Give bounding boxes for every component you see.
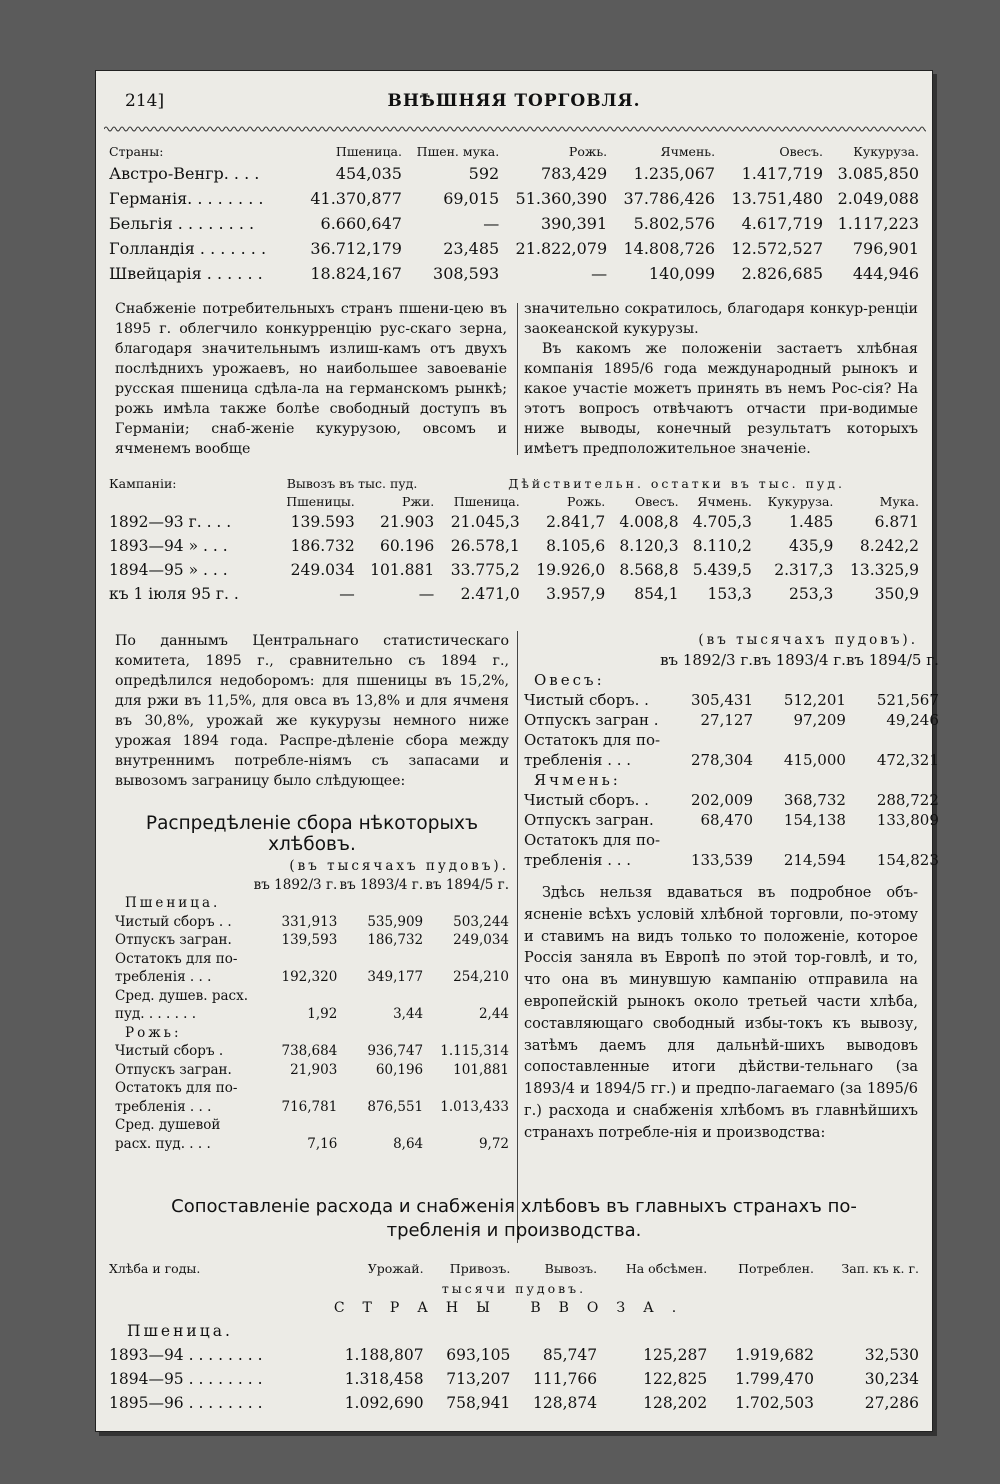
cell: 288,722 [876,790,939,809]
table-row [115,913,509,932]
column-header: Страны: [109,143,164,159]
row-label: Сред. душев. расх. [115,987,248,1004]
cell: 153,3 [707,585,752,603]
table-row [109,186,919,211]
cell: 1.417,719 [741,164,823,183]
crop-label: Пшеница. [127,1322,233,1340]
distribution-table-left [115,857,509,1153]
cell: 592 [468,164,500,183]
cell: 716,781 [281,1098,338,1115]
row-label: пуд. . . . . . . [115,1006,197,1022]
row-label [524,650,660,670]
cell: 1.092,690 [344,1394,424,1412]
cell: 41.370,877 [310,189,402,208]
row-label: 1893—94 » . . . [109,537,228,555]
table-header-row [109,492,919,510]
cell: — [483,214,500,233]
table-row [524,790,939,810]
column-divider [517,303,518,455]
row-label: расх. пуд. . . . [115,1135,211,1152]
unit-note: тысячи пудовъ. [441,1280,587,1296]
column-header: Пшен. мука. [416,143,500,159]
cell: 111,766 [533,1370,598,1388]
year-header: въ 1892/3 г. [253,876,338,893]
column-group-header: Вывозъ въ тыс. пуд. [286,475,418,491]
row-label: Чистый сборъ . . [115,913,232,930]
table-row [109,1391,919,1415]
cell: 249,034 [453,932,509,948]
cell: 30,234 [864,1370,919,1388]
cell: 7,16 [307,1135,338,1152]
table-row [109,236,919,261]
cell: 21,903 [290,1061,338,1078]
cell: 192,320 [281,969,338,985]
column-group-header: Кампаніи: [109,475,177,491]
row-label: Голландія . . . . . . . [109,239,267,258]
cell: 435,9 [789,537,834,555]
cell: 521,567 [876,690,939,709]
cell: 33.775,2 [450,561,520,579]
cell: 97,209 [793,710,846,729]
column-header: Пшеница. [335,143,402,159]
cell: 26.578,1 [450,537,520,555]
table-row [109,582,919,606]
cell: 936,747 [367,1043,424,1059]
cell [251,950,337,969]
wavy-divider [104,125,926,133]
row-label: къ 1 іюля 95 г. . [109,585,239,603]
cell: 32,530 [864,1346,919,1364]
book-page [95,70,939,1432]
cell: — [591,264,608,283]
cell [423,950,509,969]
cell: 8.110,2 [692,537,752,555]
row-label: требленія . . . [524,850,632,869]
cell [337,1079,423,1098]
cell: 68,470 [700,810,753,829]
cell: 503,244 [453,913,509,930]
group-label-row [524,670,939,690]
cell [753,730,846,750]
cell: 4.008,8 [619,513,679,531]
cell [753,830,846,850]
section-row [109,1297,919,1319]
cell: 23,485 [443,239,500,258]
table-row [115,1005,509,1024]
column-header: Привозъ. [449,1260,511,1276]
column-divider-lower [517,631,518,1243]
cell [337,1116,423,1135]
distribution-table-right [524,631,939,870]
cell: 60,196 [375,1061,424,1078]
cell: 1.188,807 [344,1346,424,1364]
cell [251,1079,337,1098]
cell [251,1116,337,1135]
cell: 2.049,088 [837,189,919,208]
cell: 133,539 [690,850,753,869]
unit-note-left: (въ тысячахъ пудовъ). [289,858,509,874]
row-label: 1892—93 г. . . . [109,513,232,531]
cell: 1,92 [307,1006,338,1022]
cell: 133,809 [876,810,939,829]
cell: 253,3 [789,585,834,603]
running-title: ВНѢШНЯЯ ТОРГОВЛЯ. [387,91,641,111]
cell: 85,747 [542,1346,598,1364]
cell: 796,901 [852,239,919,258]
cell: 139.593 [290,513,355,531]
column-header: Зап. къ к. г. [841,1260,919,1276]
row-label: 1894—95 . . . . . . . . [109,1370,263,1388]
cell: 308,593 [433,264,500,283]
cell: 1.799,470 [735,1370,814,1388]
cell: 331,913 [281,913,338,930]
group-label-row [115,894,509,913]
cell: 125,287 [643,1346,708,1364]
row-label: Остатокъ для по- [115,950,238,967]
table-row [115,1135,509,1154]
cell: 390,391 [540,214,608,233]
table-row [115,931,509,950]
cell: 254,210 [453,969,509,985]
row-label: Германія. . . . . . . . [109,189,264,208]
cell: 122,825 [643,1370,708,1388]
cell: 6.871 [874,513,919,531]
table-row [115,1042,509,1061]
table-row [524,710,939,730]
cell: 36.712,179 [310,239,402,258]
column-group-header: Дѣйствительн. остатки въ тыс. пуд. [508,475,845,491]
cell: 13.325,9 [849,561,919,579]
cell: 2.841,7 [546,513,606,531]
cell: 128,202 [643,1394,708,1412]
comparison-title-line1: Сопоставленіе расхода и снабженія хлѣбовъ въ главныхъ странахъ по- [171,1196,857,1217]
table-row [524,750,939,770]
row-label: Отпускъ загран. [115,932,232,948]
cell [423,1116,509,1135]
column-header: Урожай. [367,1260,424,1276]
cell: 186.732 [290,537,355,555]
column-header: Мука. [879,493,919,509]
table-row [524,690,939,710]
cell: 18.824,167 [310,264,402,283]
cell: 1.919,682 [735,1346,814,1364]
cell: 2.317,3 [774,561,834,579]
group-label-row [115,1024,509,1043]
cell: 783,429 [540,164,608,183]
column-header: Ячмень. [697,493,752,509]
row-label: 1894—95 » . . . [109,561,228,579]
table-row [115,1079,509,1098]
year-header: въ 1893/4 г. [339,876,424,893]
cell: 3,44 [393,1006,424,1022]
paragraph-right-2: Въ какомъ же положеніи застаетъ хлѣбная компанія 1895/6 года международный рынокъ и какое участіе можетъ принять въ немъ Рос-сія? На этотъ вопросъ отвѣчаютъ отчасти при-водимые ниже выводы, конечный результатъ которыхъ имѣетъ предположительное значеніе. [524,341,918,457]
crop-row [109,1319,919,1343]
row-label: 1893—94 . . . . . . . . [109,1346,263,1364]
cell: 19.926,0 [536,561,606,579]
cell: 415,000 [783,750,846,769]
table-row [115,1098,509,1117]
cell: 21.045,3 [450,513,520,531]
cell: 69,015 [443,189,500,208]
section-label: СТРАНЫ ВВОЗА. [333,1300,695,1316]
row-label: Австро-Венгр. . . . [109,164,260,183]
cell: 27,127 [700,710,753,729]
campaigns-table [109,474,919,606]
cell [660,730,753,750]
distribution-title: Распредѣленіе сбора нѣкоторыхъ хлѣбовъ. [145,813,479,855]
column-header: Овесъ. [779,143,823,159]
year-header: въ 1892/3 г. [660,650,753,669]
year-header-row [115,876,509,895]
row-label: Отпускъ загран. [524,810,654,829]
cell: 8.105,6 [546,537,606,555]
table-row [115,968,509,987]
cell: 214,594 [783,850,846,869]
cell: 8.568,8 [619,561,679,579]
cell: 128,874 [533,1394,598,1412]
column-header: Ячмень. [660,143,716,159]
table-row [109,1367,919,1391]
row-label [115,876,251,895]
cell: 2.826,685 [741,264,823,283]
table-row [524,810,939,830]
cell: 12.572,527 [731,239,823,258]
comparison-title-line2: требленія и производства. [386,1220,642,1241]
cell [846,830,939,850]
cell: 140,099 [648,264,716,283]
cell: 249.034 [290,561,355,579]
cell: 186,732 [367,932,424,948]
cell: 305,431 [690,690,753,709]
cell [423,987,509,1006]
cell: — [418,585,435,603]
year-header-row [524,650,939,670]
table-row [115,1061,509,1080]
paragraph-supply-right [524,299,918,459]
table-row [109,1343,919,1367]
cell: 758,941 [446,1394,511,1412]
cell: 21.903 [379,513,435,531]
cell: 13.751,480 [731,189,823,208]
cell: 37.786,426 [623,189,716,208]
cell: 1.318,458 [344,1370,424,1388]
cell: 738,684 [281,1043,338,1059]
cell [660,830,753,850]
cell: 154,823 [876,850,939,869]
year-header: въ 1894/5 г. [425,876,509,893]
page-number: 214] [125,91,165,111]
paragraph-right-1: значительно сократилось, благодаря конкур-ренціи заокеанской кукурузы. [524,301,918,337]
cell: 9,72 [478,1135,509,1152]
table-row [109,534,919,558]
row-label: требленія . . . [115,1098,212,1115]
row-label: Швейцарія . . . . . . [109,264,263,283]
table-row [109,261,919,286]
column-header: Потреблен. [738,1260,814,1276]
cell: 1.117,223 [837,214,919,233]
crop-label: Рожь: [125,1024,182,1041]
comparison-table [109,1257,919,1415]
row-label: Чистый сборъ. . [524,790,649,809]
column-header: Кукуруза. [767,493,834,509]
paragraph-supply-left: Снабженіе потребительныхъ странъ пшени-цею въ 1895 г. облегчило конкурренцію рус-скаго зерна, благодаря значительнымъ излиш-камъ отъ двухъ послѣднихъ урожаевъ, но наибольшее завоеваніе русская пшеница сдѣла-ла на германскомъ рынкѣ; рожь имѣла также болѣе свободный доступъ въ Германіи; снаб-женіе кукурузою, овсомъ и ячменемъ вообще [115,301,507,457]
cell: 1.702,503 [735,1394,814,1412]
unit-row [109,1279,919,1297]
column-header: Пшеницы. [286,493,355,509]
table-row [524,850,939,870]
row-label: требленія . . . [524,750,632,769]
cell: 6.660,647 [320,214,402,233]
table-header-row [109,1257,919,1279]
cell: 21.822,079 [515,239,608,258]
cell: 8.120,3 [619,537,679,555]
row-label: Остатокъ для по- [115,1080,238,1096]
column-header [109,492,270,510]
cell: 3.957,9 [546,585,606,603]
cell: 51.360,390 [515,189,608,208]
row-label: Бельгія . . . . . . . . [109,214,255,233]
cell: 350,9 [874,585,919,603]
cell: 154,138 [783,810,846,829]
table-row [109,558,919,582]
crop-label: Ячмень: [534,770,621,789]
cell: 27,286 [864,1394,919,1412]
crop-label: Пшеница. [125,895,221,911]
cell: 1.115,314 [440,1043,509,1059]
table-row [109,161,919,186]
row-label: Сред. душевой [115,1117,221,1133]
table-row [109,510,919,534]
paragraph-overview: Здѣсь нельзя вдаваться въ подробное объ-ясненіе всѣхъ условій хлѣбной торговли, по-этому и ставимъ на видъ только то положеніе, которое Россія заняла въ Европѣ по этой тор-говлѣ, и то, что она въ минувшую кампанію отправила на европейскій рынокъ около третьей части хлѣба, составляющаго свободный избы-токъ къ вывозу, затѣмъ даемъ для дальнѣй-шихъ выводовъ сопоставленные итоги дѣйстви-тельнаго (за 1893/4 и 1894/5 гг.) и предпо-лагаемаго (за 1895/6 г.) расхода и снабженія хлѣбомъ въ главнѣйшихъ странахъ потребле-нія и производства: [524,885,918,1141]
table-header-row [109,141,919,161]
cell: 368,732 [783,790,846,809]
unit-note-right: (въ тысячахъ пудовъ). [698,632,918,648]
cell: 2,44 [478,1006,509,1022]
cell: 1.013,433 [440,1098,509,1115]
cell: 8.242,2 [859,537,919,555]
year-header: въ 1893/4 г. [753,650,846,669]
column-header: На обсѣмен. [625,1260,708,1276]
countries-table [109,141,919,286]
paragraph-harvest: По даннымъ Центральнаго статистическаго комитета, 1895 г., сравнительно съ 1894 г., опредѣлился недоборомъ: для пшеницы въ 15,2%, для ржи въ 11,5%, для овса въ 13,8% и для ячменя въ 30,8%, урожай же кукурузы немного ниже урожая 1894 года. Распре-дѣленіе сбора между внутреннимъ потребле-ніямъ съ запасами и вывозомъ заграницу было слѣдующее: [115,633,509,789]
comparison-title [109,1195,919,1243]
year-header: въ 1894/5 г. [845,650,939,669]
row-label: Отпускъ загран. [115,1061,232,1078]
page-header [109,89,919,115]
cell: 512,201 [783,690,846,709]
column-header: Вывозъ. [544,1260,598,1276]
table-row [524,730,939,750]
cell: 3.085,850 [837,164,919,183]
cell: 278,304 [690,750,753,769]
cell: 101,881 [453,1061,509,1078]
column-header: Хлѣба и годы. [109,1260,201,1276]
cell [846,730,939,750]
cell: 14.808,726 [623,239,716,258]
column-header: Рожь. [567,493,606,509]
cell: 349,177 [367,969,424,985]
cell [423,1079,509,1098]
row-label: Остатокъ для по- [524,830,661,849]
cell: 472,321 [876,750,939,769]
cell: 854,1 [634,585,679,603]
row-label: Чистый сборъ . [115,1043,224,1059]
cell: 8,64 [393,1135,424,1152]
cell [251,987,337,1006]
table-row [524,830,939,850]
cell: 4.705,3 [692,513,752,531]
cell: 4.617,719 [741,214,823,233]
cell: 202,009 [690,790,753,809]
cell [337,987,423,1006]
table-row [115,1116,509,1135]
table-row [109,211,919,236]
cell: 60.196 [379,537,435,555]
cell: 444,946 [852,264,919,283]
row-label: 1895—96 . . . . . . . . [109,1394,263,1412]
column-header: Ржи. [401,493,435,509]
cell: — [339,585,355,603]
cell: 49,246 [886,710,939,729]
cell: 101.881 [370,561,435,579]
cell [337,950,423,969]
column-header: Кукуруза. [853,143,919,159]
cell: 454,035 [335,164,402,183]
table-row [115,950,509,969]
cell: 876,551 [367,1098,424,1115]
cell: 713,207 [446,1370,511,1388]
column-header: Овесъ. [634,493,679,509]
cell: 1.235,067 [633,164,716,183]
cell: 2.471,0 [460,585,520,603]
cell: 535,909 [367,913,424,930]
table-row [115,987,509,1006]
row-label: требленія . . . [115,969,212,985]
column-header: Пшеница. [453,493,520,509]
cell: 693,105 [446,1346,511,1364]
row-label: Отпускъ загран . [524,710,659,729]
row-label: Остатокъ для по- [524,730,661,749]
cell: 139,593 [281,932,338,948]
cell: 5.802,576 [633,214,716,233]
cell: 5.439,5 [692,561,752,579]
cell: 1.485 [789,513,834,531]
crop-label: Овесъ: [534,670,605,689]
table-header-row [109,474,919,492]
column-header: Рожь. [568,143,608,159]
row-label: Чистый сборъ. . [524,690,649,709]
group-label-row [524,770,939,790]
